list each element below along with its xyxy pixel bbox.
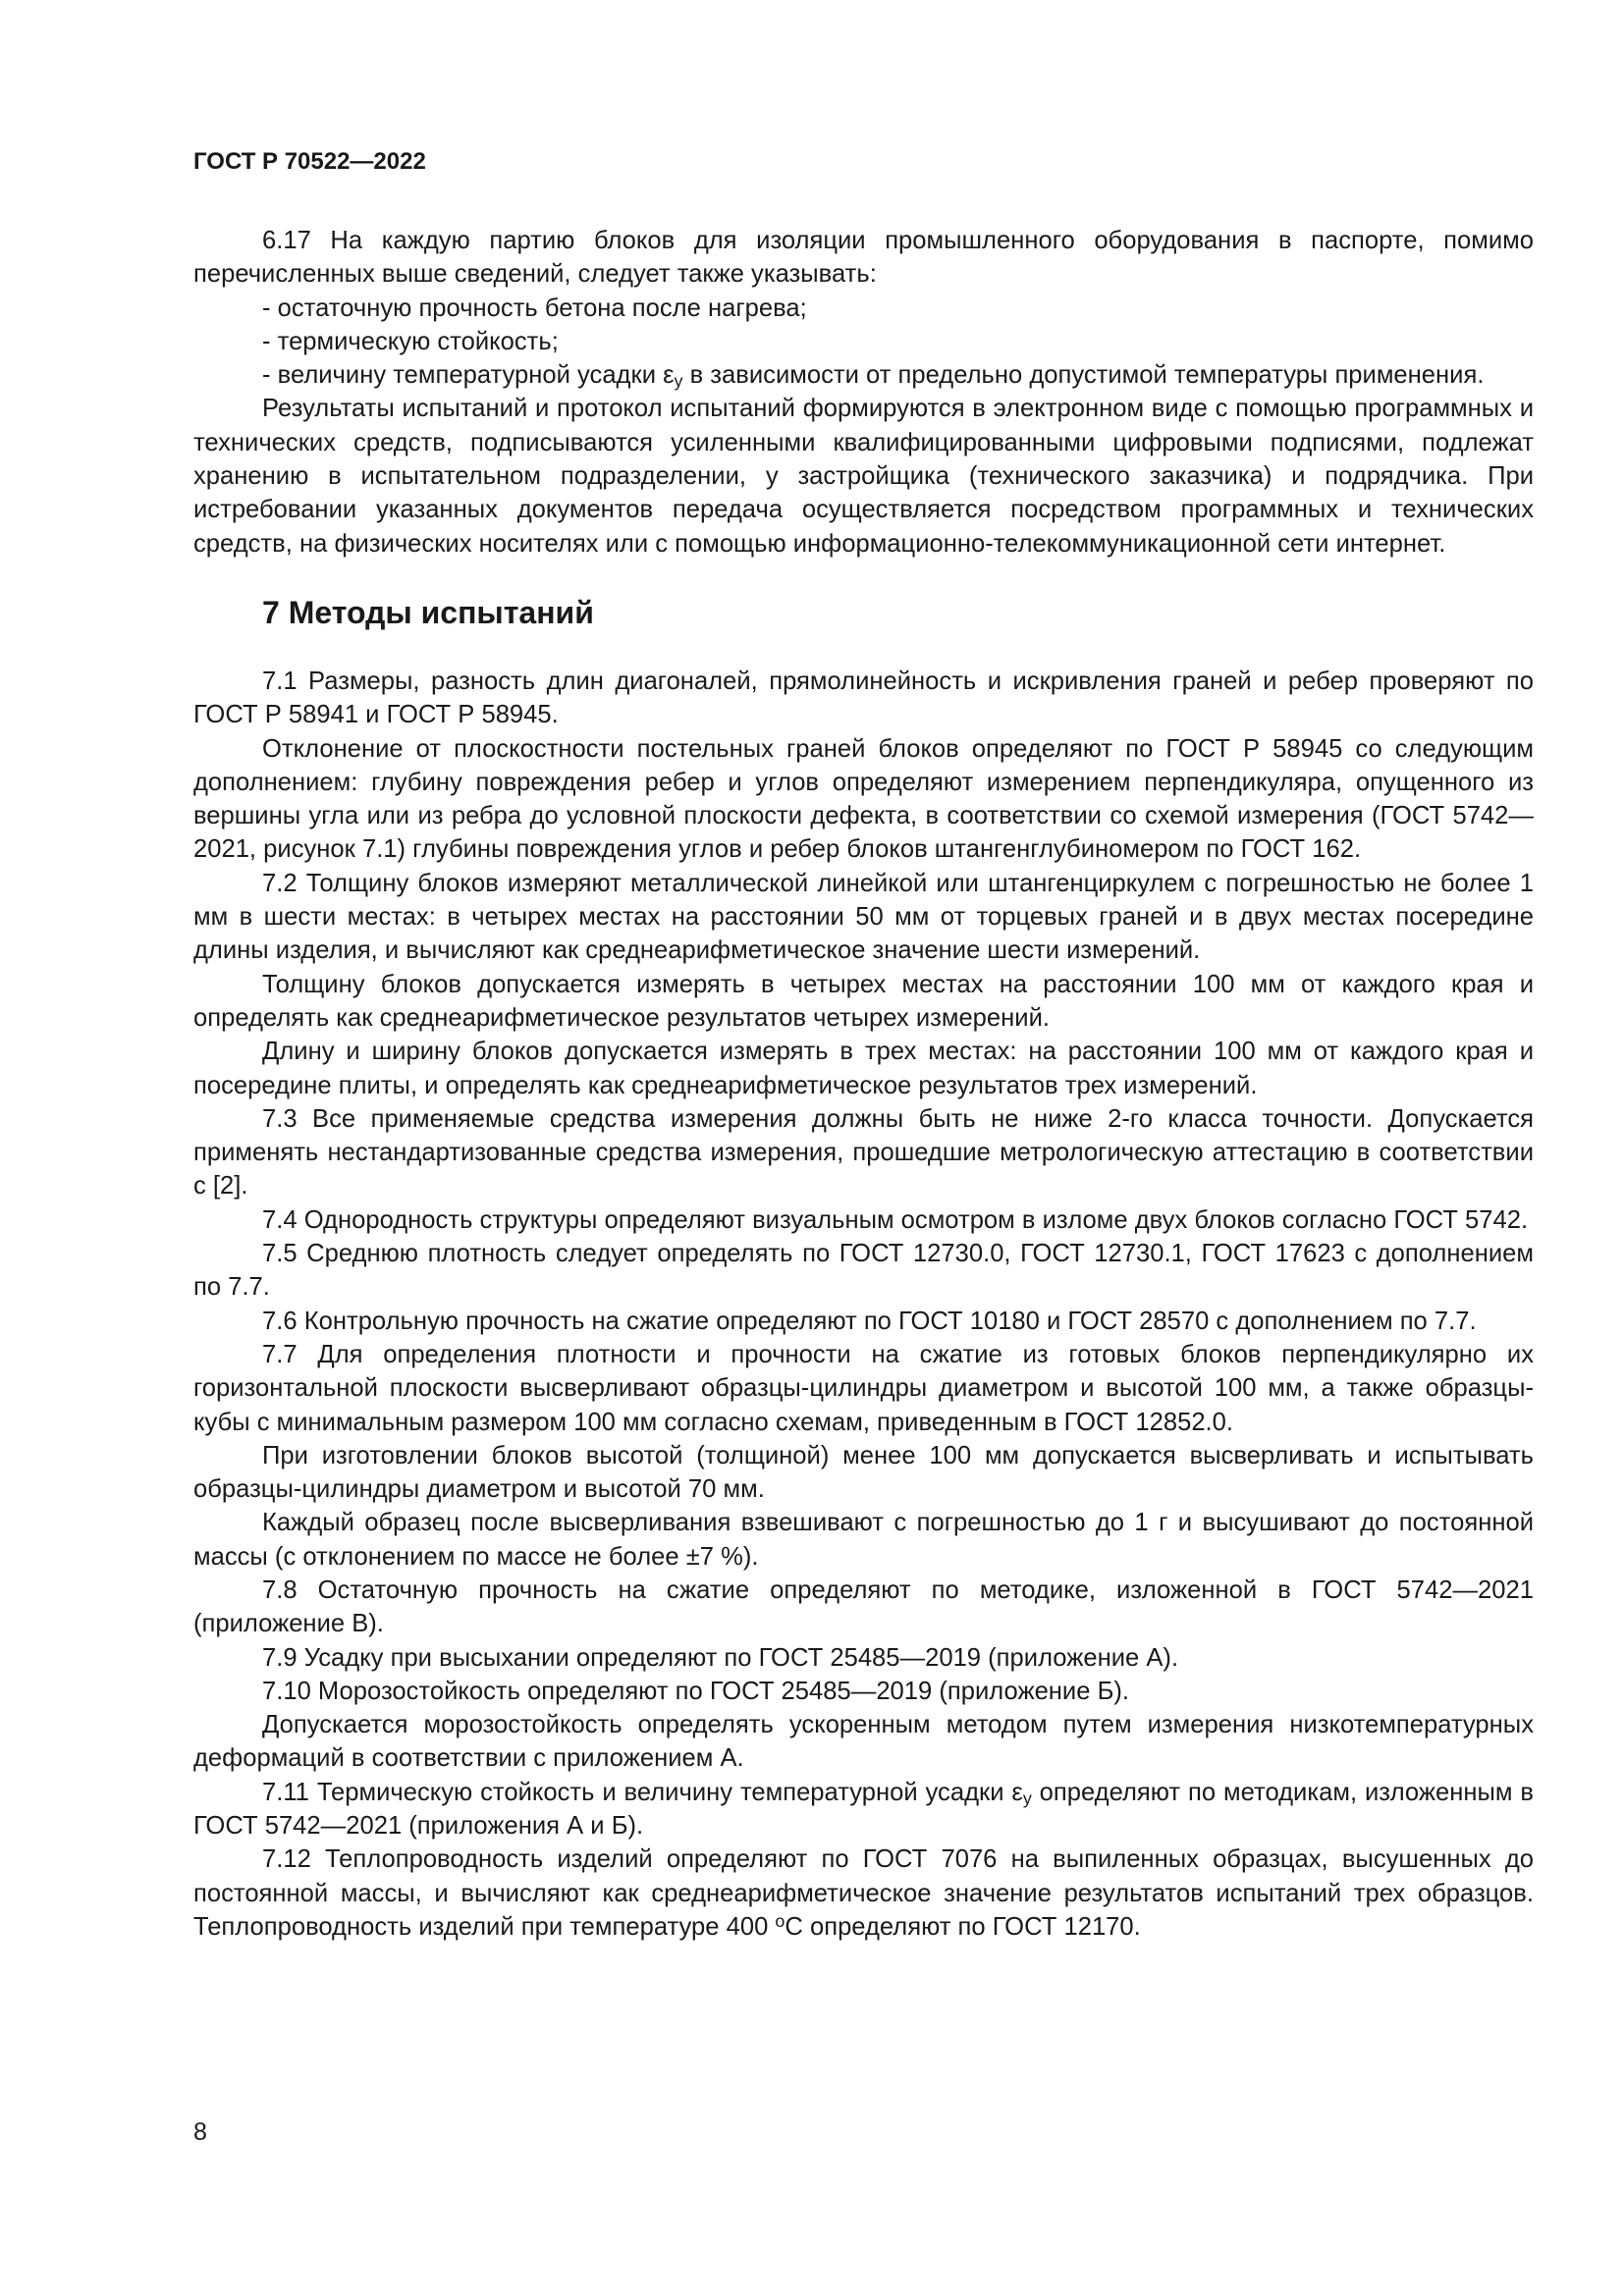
subscript: y: [1022, 1788, 1032, 1808]
paragraph-7-12: [193, 1842, 1534, 1944]
paragraph: Отклонение от плоскостности постельных граней блоков определяют по ГОСТ Р 58945 со следующим дополнением: глубину повреждения ребер и углов определяют измерением перпендикуляра, опущенного из вершины угла или из ребра до условной плоскости дефекта, в соответствии со схемой измерения (ГОСТ 5742—2021, рисунок 7.1) глубины повреждения углов и ребер блоков штангенглубиномером по ГОСТ 162.: [193, 734, 1534, 864]
list-item: - остаточную прочность бетона после нагрева;: [262, 294, 807, 322]
paragraph-7-7: 7.7 Для определения плотности и прочности на сжатие из готовых блоков перпендикулярно их горизонтальной плоскости высверливают образцы-цилиндры диаметром и высотой 100 мм, а также образцы-кубы с минимальным размером 100 мм согласно схемам, приведенным в ГОСТ 12852.0.: [193, 1340, 1534, 1436]
list-item-shrinkage: [193, 358, 1534, 392]
paragraph: Каждый образец после высверливания взвешивают с погрешностью до 1 г и высушивают до постоянной массы (с отклонением по массе не более ±7 %).: [193, 1509, 1534, 1571]
paragraph: Допускается морозостойкость определять ускоренным методом путем измерения низкотемпературных деформаций в соответствии с приложением А.: [193, 1711, 1534, 1773]
document-header: ГОСТ Р 70522—2022: [193, 148, 426, 175]
paragraph: Толщину блоков допускается измерять в четырех местах на расстоянии 100 мм от каждого края и определять как среднеарифметическое результатов четырех измерений.: [193, 970, 1534, 1032]
paragraph-7-8: 7.8 Остаточную прочность на сжатие определяют по методике, изложенной в ГОСТ 5742—2021 (приложение В).: [193, 1575, 1534, 1638]
paragraph-7-4: 7.4 Однородность структуры определяют визуальным осмотром в изломе двух блоков согласно ГОСТ 5742.: [262, 1205, 1529, 1234]
paragraph-results: Результаты испытаний и протокол испытаний формируются в электронном виде с помощью программных и технических средств, подписываются усиленными квалифицированными цифровыми подписями, подлежат хранению в испытательном подразделении, у застройщика (технического заказчика) и подрядчика. При истребовании указанных документов передача осуществляется посредством программных и технических средств, на физических носителях или с помощью информационно-телекоммуникационной сети интернет.: [193, 395, 1534, 558]
text-fragment: - величину температурной усадки ε: [262, 361, 675, 390]
text-fragment: 7.11 Термическую стойкость и величину температурной усадки ε: [262, 1778, 1023, 1806]
text-fragment: 7.12 Теплопроводность изделий определяют по ГОСТ 7076 на выпиленных образцах, высушенных до постоянной массы, и вычисляют как среднеарифметическое значение результатов испытаний трех образцов. Теплопроводность изделий при температуре 400: [193, 1845, 1534, 1941]
paragraph-7-3: 7.3 Все применяемые средства измерения должны быть не ниже 2-го класса точности. Допускается применять нестандартизованные средства измерения, прошедшие метрологическую аттестацию в соответствии с [2].: [193, 1104, 1534, 1201]
page-content: [193, 224, 1534, 1944]
paragraph-7-11: [193, 1776, 1534, 1843]
paragraph-7-2: 7.2 Толщину блоков измеряют металлической линейкой или штангенциркулем с погрешностью не более 1 мм в шести местах: в четырех местах на расстоянии 50 мм от торцевых граней и в двух местах посередине длины изделия, и вычисляют как среднеарифметическое значение шести измерений.: [193, 869, 1534, 965]
section-title: 7 Методы испытаний: [262, 594, 594, 630]
superscript: о: [775, 1910, 785, 1931]
paragraph-7-5: 7.5 Среднюю плотность следует определять по ГОСТ 12730.0, ГОСТ 12730.1, ГОСТ 17623 с дополнением по 7.7.: [193, 1240, 1534, 1302]
text-fragment: С определяют по ГОСТ 12170.: [785, 1912, 1141, 1941]
paragraph-7-1: 7.1 Размеры, разность длин диагоналей, прямолинейность и искривления граней и ребер проверяют по ГОСТ Р 58941 и ГОСТ Р 58945.: [193, 667, 1534, 729]
paragraph-7-10: 7.10 Морозостойкость определяют по ГОСТ 25485—2019 (приложение Б).: [262, 1677, 1130, 1705]
paragraph-7-6: 7.6 Контрольную прочность на сжатие определяют по ГОСТ 10180 и ГОСТ 28570 с дополнением по 7.7.: [262, 1307, 1477, 1335]
subscript: y: [674, 371, 683, 392]
text-fragment: определяют по методикам, изложенным в ГОСТ 5742—2021 (приложения А и Б).: [193, 1778, 1534, 1841]
text-fragment: в зависимости от предельно допустимой температуры применения.: [682, 361, 1485, 390]
paragraph-7-9: 7.9 Усадку при высыхании определяют по ГОСТ 25485—2019 (приложение А).: [262, 1643, 1179, 1672]
paragraph-6-17: 6.17 На каждую партию блоков для изоляции промышленного оборудования в паспорте, помимо перечисленных выше сведений, следует также указывать:: [193, 227, 1534, 289]
paragraph: Длину и ширину блоков допускается измерять в трех местах: на расстоянии 100 мм от каждого края и посередине плиты, и определять как среднеарифметическое результатов трех измерений.: [193, 1038, 1534, 1099]
page-number: 8: [193, 2118, 207, 2146]
list-item: - термическую стойкость;: [262, 327, 559, 355]
paragraph: При изготовлении блоков высотой (толщиной) менее 100 мм допускается высверливать и испытывать образцы-цилиндры диаметром и высотой 70 мм.: [193, 1441, 1534, 1504]
